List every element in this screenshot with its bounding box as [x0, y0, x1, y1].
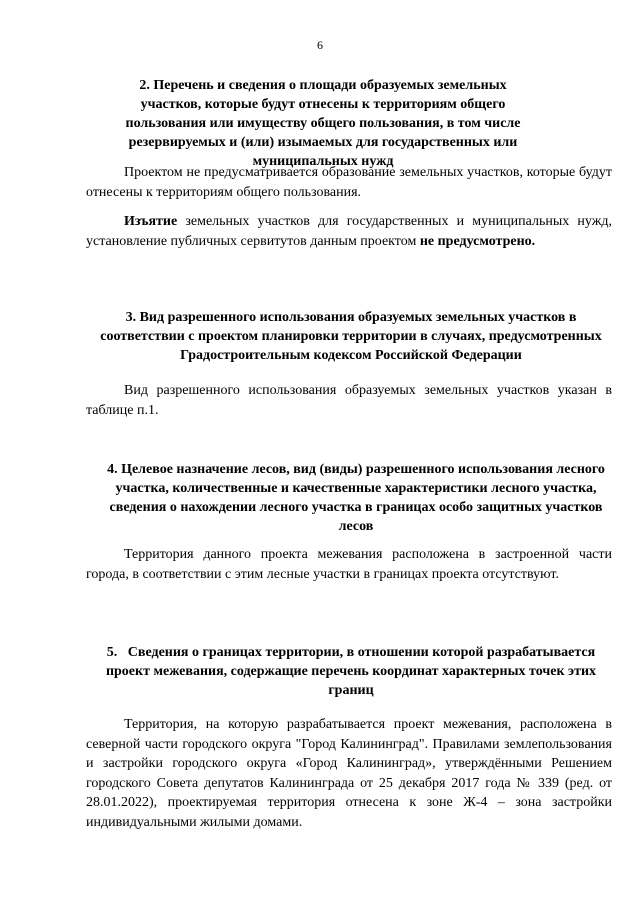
section-5-heading: [96, 643, 606, 700]
page-number: 6: [317, 38, 323, 52]
section-2-heading: 2. Перечень и сведения о площади образуемых земельных участков, которые будут отнесены к территориям общего пользования или имуществу общего пользования, в том числе резервируемых и (или) изымаемых для государственных или муниципальных нужд: [125, 78, 521, 169]
section-4-heading: 4. Целевое назначение лесов, вид (виды) разрешенного использования лесного участка, количественные и качественные характеристики лесного участка, сведения о нахождении лесного участка в границах особо защитных участков лесов: [107, 462, 605, 534]
section-5-title: Сведения о границах территории, в отношении которой разрабатывается проект межевания, содержащие перечень координат характерных точек этих границ: [105, 645, 597, 698]
section-2-paragraph-1: Проектом не предусматривается образование земельных участков, которые будут отнесены к территориям общего пользования.: [86, 165, 612, 200]
seizure-bold-term: Изъятие: [124, 214, 178, 229]
section-5-number: 5.: [106, 645, 118, 660]
not-provided-bold: не предусмотрено.: [419, 233, 536, 249]
section-3-heading: 3. Вид разрешенного использования образуемых земельных участков в соответствии с проектом планировки территории в случаях, предусмотренных Градостроительным кодексом Российской Федерации: [100, 310, 602, 363]
section-2-paragraph-2: [86, 212, 612, 251]
seizure-text: земельных участков для государственных и муниципальных нужд, установление публичных сервитутов данным проектом: [86, 214, 612, 249]
section-4-paragraph-1: Территория данного проекта межевания расположена в застроенной части города, в соответствии с этим лесные участки в границах проекта отсутствуют.: [86, 547, 612, 582]
section-3-paragraph-1: Вид разрешенного использования образуемых земельных участков указан в таблице п.1.: [86, 383, 612, 418]
section-5-paragraph-1: Территория, на которую разрабатывается проект межевания, расположена в северной части городского округа "Город Калининград". Правилами землепользования и застройки городского округа «Город Калининград», утверждёнными Решением городского Совета депутатов Калининграда от 25 декабря 2017 года № 339 (ред. от 28.01.2022), проектируемая территория отнесена к зоне Ж-4 – зона застройки индивидуальными жилыми домами.: [86, 717, 612, 830]
